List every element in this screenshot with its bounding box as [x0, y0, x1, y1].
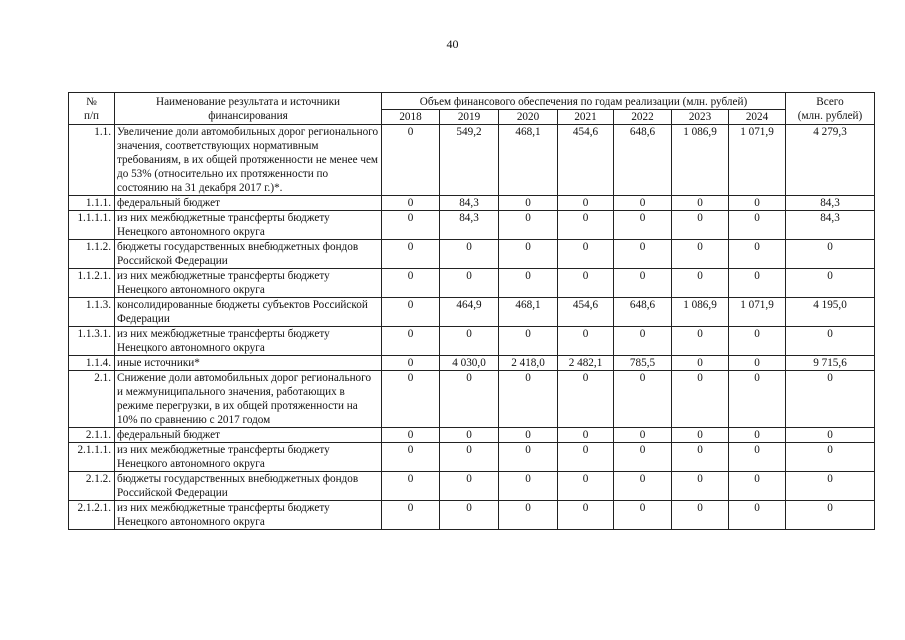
- cell-year-2018: 0: [382, 211, 440, 240]
- cell-year-2019: 0: [440, 327, 499, 356]
- cell-year-2021: 0: [558, 196, 614, 211]
- cell-year-2019: 549,2: [440, 125, 499, 196]
- cell-year-2023: 0: [672, 196, 729, 211]
- cell-total: 9 715,6: [786, 356, 875, 371]
- row-number: 1.1.3.: [69, 298, 115, 327]
- row-name: из них межбюджетные трансферты бюджету Ненецкого автономного округа: [115, 501, 382, 530]
- cell-year-2019: 0: [440, 472, 499, 501]
- cell-year-2021: 0: [558, 472, 614, 501]
- table-row: [69, 428, 875, 443]
- cell-year-2018: 0: [382, 356, 440, 371]
- cell-year-2020: 0: [499, 501, 558, 530]
- cell-year-2021: 0: [558, 211, 614, 240]
- financing-table: [68, 92, 875, 530]
- cell-year-2018: 0: [382, 501, 440, 530]
- cell-year-2024: 1 071,9: [729, 125, 786, 196]
- cell-year-2018: 0: [382, 269, 440, 298]
- cell-year-2018: 0: [382, 298, 440, 327]
- cell-year-2021: 0: [558, 443, 614, 472]
- table-row: [69, 125, 875, 196]
- cell-year-2019: 84,3: [440, 211, 499, 240]
- cell-total: 84,3: [786, 196, 875, 211]
- cell-year-2024: 0: [729, 428, 786, 443]
- cell-year-2022: 0: [614, 428, 672, 443]
- row-name: федеральный бюджет: [115, 428, 382, 443]
- row-number: 1.1.: [69, 125, 115, 196]
- page-number: 40: [446, 37, 459, 51]
- cell-year-2018: 0: [382, 125, 440, 196]
- table-row: [69, 443, 875, 472]
- header-year-2018: 2018: [382, 110, 440, 125]
- cell-year-2021: 0: [558, 428, 614, 443]
- row-number: 2.1.1.1.: [69, 443, 115, 472]
- row-name: из них межбюджетные трансферты бюджету Ненецкого автономного округа: [115, 327, 382, 356]
- cell-year-2024: 0: [729, 443, 786, 472]
- row-name: иные источники*: [115, 356, 382, 371]
- cell-year-2024: 0: [729, 371, 786, 428]
- cell-year-2021: 0: [558, 327, 614, 356]
- table-row: [69, 298, 875, 327]
- cell-year-2022: 648,6: [614, 298, 672, 327]
- header-year-2023: 2023: [672, 110, 729, 125]
- row-name: бюджеты государственных внебюджетных фондов Российской Федерации: [115, 472, 382, 501]
- header-num: № п/п: [69, 93, 115, 125]
- cell-year-2024: 0: [729, 356, 786, 371]
- cell-total: 0: [786, 428, 875, 443]
- cell-year-2023: 1 086,9: [672, 298, 729, 327]
- cell-year-2023: 0: [672, 211, 729, 240]
- table-row: [69, 269, 875, 298]
- cell-year-2020: 0: [499, 428, 558, 443]
- header-total: Всего (млн. рублей): [786, 93, 875, 125]
- cell-year-2018: 0: [382, 371, 440, 428]
- table-row: [69, 472, 875, 501]
- table-row: [69, 356, 875, 371]
- cell-year-2024: 1 071,9: [729, 298, 786, 327]
- row-name: из них межбюджетные трансферты бюджету Ненецкого автономного округа: [115, 443, 382, 472]
- cell-year-2018: 0: [382, 327, 440, 356]
- cell-year-2021: 454,6: [558, 125, 614, 196]
- cell-total: 0: [786, 269, 875, 298]
- cell-year-2020: 0: [499, 269, 558, 298]
- header-year-2021: 2021: [558, 110, 614, 125]
- cell-total: 0: [786, 443, 875, 472]
- row-number: 1.1.3.1.: [69, 327, 115, 356]
- cell-year-2019: 0: [440, 428, 499, 443]
- cell-year-2024: 0: [729, 269, 786, 298]
- cell-total: 0: [786, 501, 875, 530]
- row-name: из них межбюджетные трансферты бюджету Ненецкого автономного округа: [115, 211, 382, 240]
- cell-year-2018: 0: [382, 428, 440, 443]
- table-header-row: [69, 93, 875, 110]
- cell-year-2020: 0: [499, 211, 558, 240]
- row-number: 1.1.1.: [69, 196, 115, 211]
- cell-year-2019: 0: [440, 269, 499, 298]
- cell-total: 4 195,0: [786, 298, 875, 327]
- cell-year-2019: 84,3: [440, 196, 499, 211]
- cell-year-2023: 0: [672, 327, 729, 356]
- cell-year-2023: 0: [672, 428, 729, 443]
- cell-year-2021: 0: [558, 240, 614, 269]
- cell-total: 0: [786, 371, 875, 428]
- cell-year-2020: 0: [499, 472, 558, 501]
- table-row: [69, 196, 875, 211]
- row-name: федеральный бюджет: [115, 196, 382, 211]
- cell-year-2023: 0: [672, 472, 729, 501]
- header-year-2019: 2019: [440, 110, 499, 125]
- cell-year-2022: 0: [614, 472, 672, 501]
- cell-year-2022: 0: [614, 269, 672, 298]
- cell-year-2019: 0: [440, 443, 499, 472]
- table-row: [69, 371, 875, 428]
- cell-total: 84,3: [786, 211, 875, 240]
- cell-year-2024: 0: [729, 472, 786, 501]
- row-number: 1.1.2.1.: [69, 269, 115, 298]
- cell-year-2024: 0: [729, 327, 786, 356]
- cell-year-2021: 0: [558, 501, 614, 530]
- cell-total: 0: [786, 240, 875, 269]
- row-number: 2.1.: [69, 371, 115, 428]
- cell-year-2020: 0: [499, 443, 558, 472]
- row-number: 2.1.2.: [69, 472, 115, 501]
- cell-year-2018: 0: [382, 443, 440, 472]
- cell-year-2021: 0: [558, 269, 614, 298]
- row-number: 2.1.2.1.: [69, 501, 115, 530]
- cell-year-2020: 2 418,0: [499, 356, 558, 371]
- cell-year-2020: 468,1: [499, 298, 558, 327]
- cell-year-2020: 0: [499, 196, 558, 211]
- cell-year-2020: 0: [499, 327, 558, 356]
- cell-year-2019: 464,9: [440, 298, 499, 327]
- cell-year-2023: 0: [672, 371, 729, 428]
- cell-year-2023: 0: [672, 356, 729, 371]
- cell-year-2022: 0: [614, 371, 672, 428]
- table-row: [69, 501, 875, 530]
- cell-total: 0: [786, 472, 875, 501]
- cell-year-2022: 0: [614, 196, 672, 211]
- cell-year-2022: 785,5: [614, 356, 672, 371]
- header-name: Наименование результата и источники финансирования: [115, 93, 382, 125]
- row-name: из них межбюджетные трансферты бюджету Ненецкого автономного округа: [115, 269, 382, 298]
- row-name: консолидированные бюджеты субъектов Российской Федерации: [115, 298, 382, 327]
- cell-year-2018: 0: [382, 472, 440, 501]
- cell-year-2022: 0: [614, 501, 672, 530]
- row-number: 1.1.2.: [69, 240, 115, 269]
- table-row: [69, 240, 875, 269]
- cell-year-2022: 0: [614, 211, 672, 240]
- cell-year-2019: 0: [440, 371, 499, 428]
- header-year-2020: 2020: [499, 110, 558, 125]
- row-number: 1.1.1.1.: [69, 211, 115, 240]
- cell-total: 4 279,3: [786, 125, 875, 196]
- header-year-2024: 2024: [729, 110, 786, 125]
- table-row: [69, 327, 875, 356]
- cell-year-2020: 0: [499, 371, 558, 428]
- cell-year-2019: 4 030,0: [440, 356, 499, 371]
- cell-year-2022: 0: [614, 327, 672, 356]
- cell-year-2023: 0: [672, 501, 729, 530]
- cell-year-2020: 468,1: [499, 125, 558, 196]
- cell-year-2024: 0: [729, 240, 786, 269]
- cell-year-2023: 1 086,9: [672, 125, 729, 196]
- cell-year-2023: 0: [672, 443, 729, 472]
- row-name: бюджеты государственных внебюджетных фондов Российской Федерации: [115, 240, 382, 269]
- cell-year-2024: 0: [729, 501, 786, 530]
- header-years-group: Объем финансового обеспечения по годам реализации (млн. рублей): [382, 93, 786, 110]
- row-number: 1.1.4.: [69, 356, 115, 371]
- cell-year-2023: 0: [672, 240, 729, 269]
- cell-year-2023: 0: [672, 269, 729, 298]
- cell-year-2024: 0: [729, 196, 786, 211]
- cell-year-2018: 0: [382, 196, 440, 211]
- cell-year-2022: 648,6: [614, 125, 672, 196]
- cell-year-2024: 0: [729, 211, 786, 240]
- cell-year-2022: 0: [614, 443, 672, 472]
- cell-year-2019: 0: [440, 501, 499, 530]
- header-year-2022: 2022: [614, 110, 672, 125]
- cell-year-2022: 0: [614, 240, 672, 269]
- cell-total: 0: [786, 327, 875, 356]
- row-number: 2.1.1.: [69, 428, 115, 443]
- cell-year-2019: 0: [440, 240, 499, 269]
- row-name: Увеличение доли автомобильных дорог регионального значения, соответствующих нормативным требованиям, в их общей протяженности не менее чем до 53% (относительно их протяженности по состоянию на 31 декабря 2017 г.)*.: [115, 125, 382, 196]
- cell-year-2021: 454,6: [558, 298, 614, 327]
- cell-year-2021: 0: [558, 371, 614, 428]
- cell-year-2018: 0: [382, 240, 440, 269]
- row-name: Снижение доли автомобильных дорог регионального и межмуниципального значения, работающих в режиме перегрузки, в их общей протяженности на 10% по сравнению с 2017 годом: [115, 371, 382, 428]
- table-row: [69, 211, 875, 240]
- cell-year-2021: 2 482,1: [558, 356, 614, 371]
- cell-year-2020: 0: [499, 240, 558, 269]
